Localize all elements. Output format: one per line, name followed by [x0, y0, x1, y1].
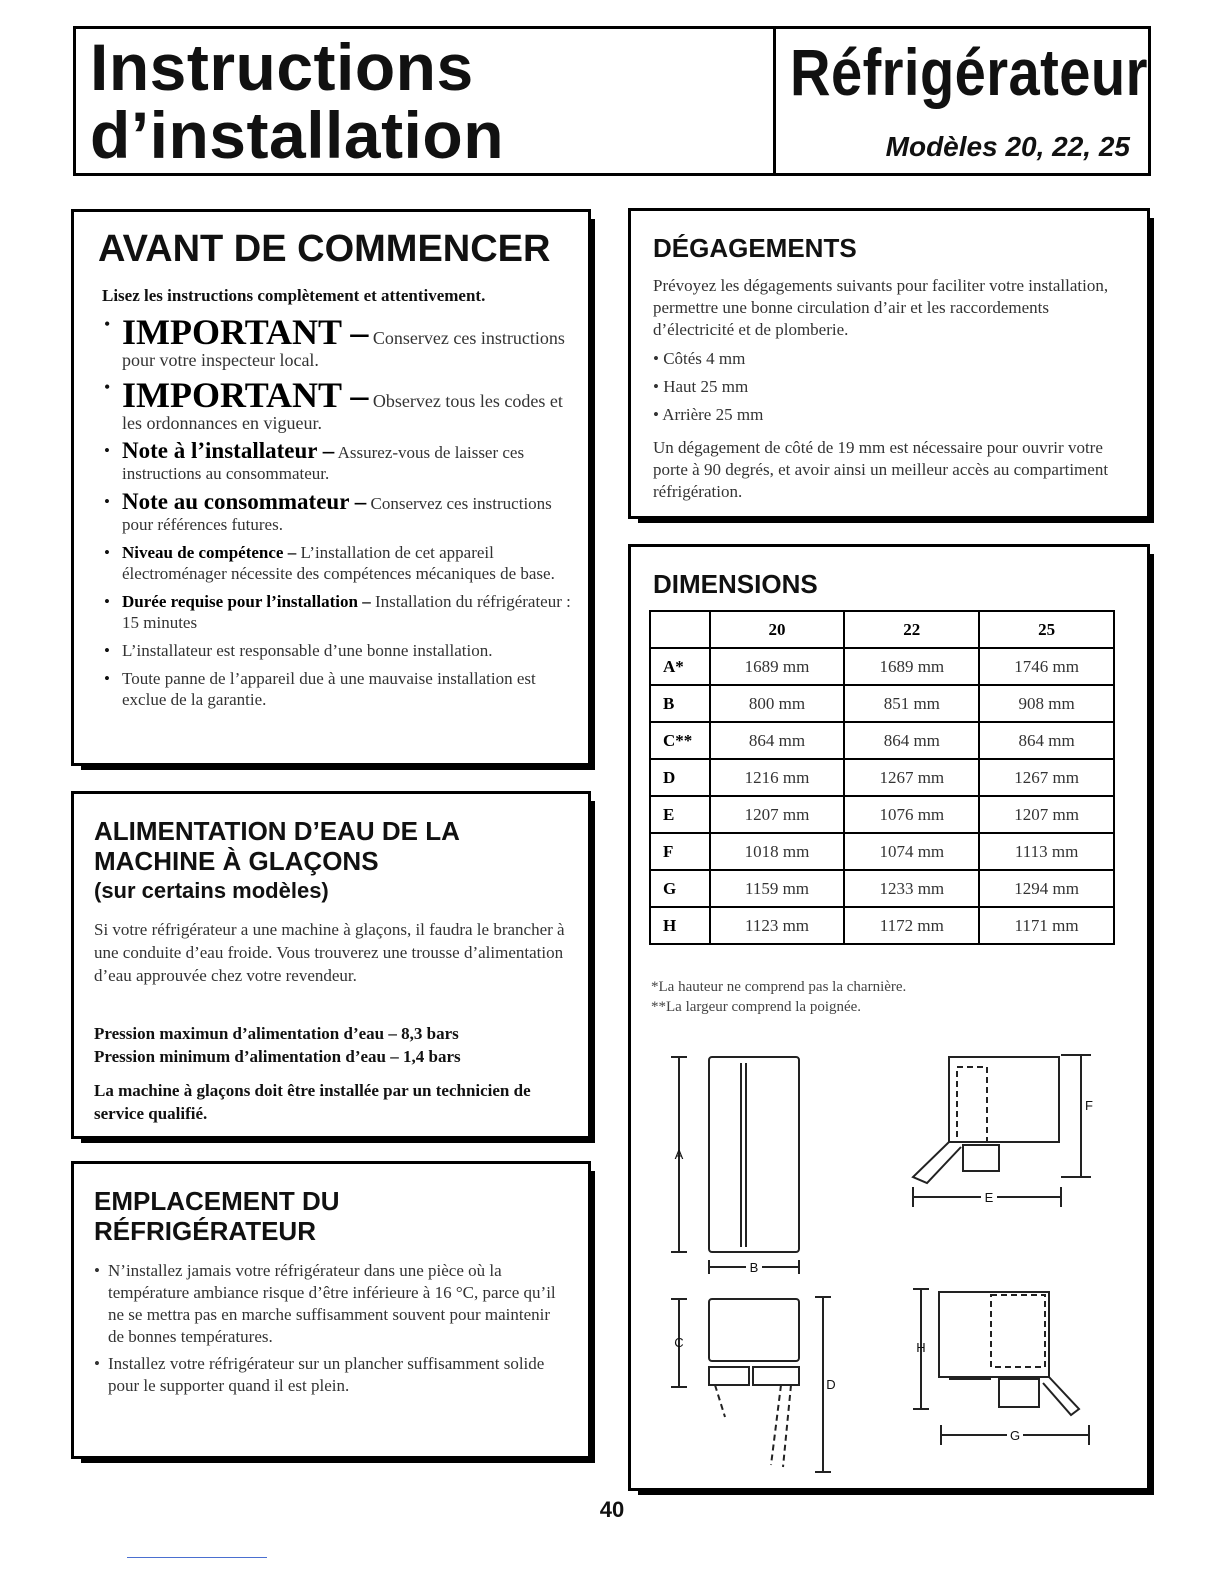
list-item: • IMPORTANT – Conservez ces instructions pour votre inspecteur local.	[102, 314, 572, 371]
label-g: G	[1009, 1428, 1021, 1443]
product-title: Réfrigérateur	[790, 35, 1148, 109]
page-number: 40	[599, 1497, 625, 1522]
front-view-fridge	[709, 1057, 799, 1252]
degagements-box	[628, 208, 1150, 519]
label-h: H	[916, 1340, 926, 1355]
avant-title: AVANT DE COMMENCER	[98, 228, 551, 270]
list-item: • L’installateur est responsable d’une bonne installation.	[102, 640, 572, 661]
dimensions-title: DIMENSIONS	[653, 569, 818, 599]
list-item: • Toute panne de l’appareil due à une mauvaise installation est exclue de la garantie.	[102, 668, 572, 710]
footer-line	[127, 1557, 267, 1558]
table-row: F 1018 mm 1074 mm 1113 mm	[650, 833, 1114, 870]
column-header: 25	[979, 611, 1114, 648]
list-item: • Note au consommateur – Conservez ces instructions pour références futures.	[102, 491, 572, 535]
degagements-note: Un dégagement de côté de 19 mm est nécessaire pour ouvrir votre porte à 90 degrés, et avoir ainsi un meilleur accès au compartiment réfrigération.	[653, 438, 1109, 501]
label-c: C	[674, 1335, 684, 1350]
list-item: • IMPORTANT – Observez tous les codes et les ordonnances en vigueur.	[102, 377, 572, 434]
degagements-list	[653, 345, 763, 429]
header-divider	[773, 29, 776, 173]
technician-warning: La machine à glaçons doit être installée par un technicien de service qualifié.	[94, 1081, 531, 1123]
label-d: D	[826, 1377, 836, 1392]
alimentation-subtitle: (sur certains modèles)	[94, 878, 329, 903]
table-row: H 1123 mm 1172 mm 1171 mm	[650, 907, 1114, 944]
label-b: B	[749, 1260, 759, 1275]
degagements-title: DÉGAGEMENTS	[653, 233, 857, 263]
avant-list	[102, 314, 572, 717]
list-item: • Haut 25 mm	[653, 373, 763, 401]
alimentation-title: ALIMENTATION D’EAU DE LA MACHINE À GLAÇONS	[94, 816, 460, 876]
list-item: • Durée requise pour l’installation – Installation du réfrigérateur : 15 minutes	[102, 591, 572, 633]
pressure-max: Pression maximun d’alimentation d’eau – 8,3 bars	[94, 1024, 459, 1043]
pressure-min: Pression minimum d’alimentation d’eau – 1,4 bars	[94, 1047, 461, 1066]
footnote-width: **La largeur comprend la poignée.	[651, 999, 862, 1015]
label-e: E	[984, 1190, 994, 1205]
table-row: B 800 mm 851 mm 908 mm	[650, 685, 1114, 722]
footnote-height: *La hauteur ne comprend pas la charnière.	[651, 979, 907, 995]
title-line-2: d’installation	[90, 98, 505, 172]
title-block	[90, 30, 505, 172]
page-header	[73, 26, 1151, 176]
alimentation-box	[71, 791, 591, 1139]
table-row: D 1216 mm 1267 mm 1267 mm	[650, 759, 1114, 796]
list-item: • Niveau de compétence – L’installation de cet appareil électroménager nécessite des compétences mécaniques de base.	[102, 542, 572, 584]
dimensions-box	[628, 544, 1150, 1491]
pressure-info	[94, 1022, 461, 1068]
table-row: G 1159 mm 1233 mm 1294 mm	[650, 870, 1114, 907]
emplacement-list	[92, 1260, 562, 1402]
list-item: • Arrière 25 mm	[653, 401, 763, 429]
title-line-1: Instructions	[90, 30, 474, 104]
list-item: • Installez votre réfrigérateur sur un plancher suffisamment solide pour le supporter quand il est plein.	[92, 1353, 562, 1397]
list-item: • Note à l’installateur – Assurez-vous de laisser ces instructions au consommateur.	[102, 440, 572, 484]
label-f: F	[1085, 1098, 1093, 1113]
list-item: • N’installez jamais votre réfrigérateur dans une pièce où la température ambiance risque d’être inférieure à 16 °C, parce qu’il ne se mettra pas en marche suffisamment souvent pour maintenir de bonnes températures.	[92, 1260, 562, 1348]
alimentation-paragraph: Si votre réfrigérateur a une machine à glaçons, il faudra le brancher à une conduite d’eau froide. Vous trouverez une trousse d’alimentation d’eau approuvée chez votre revendeur.	[94, 920, 565, 985]
emplacement-box	[71, 1161, 591, 1459]
table-row: C** 864 mm 864 mm 864 mm	[650, 722, 1114, 759]
label-a: A	[674, 1147, 684, 1162]
list-item: • Côtés 4 mm	[653, 345, 763, 373]
table-row: A* 1689 mm 1689 mm 1746 mm	[650, 648, 1114, 685]
table-row: E 1207 mm 1076 mm 1207 mm	[650, 796, 1114, 833]
top-view-fridge	[709, 1299, 799, 1361]
models-subtitle: Modèles 20, 22, 25	[885, 131, 1130, 162]
degagements-intro: Prévoyez les dégagements suivants pour faciliter votre installation, permettre une bonne circulation d’air et les raccordements d’électricité et de plomberie.	[653, 276, 1109, 339]
avant-de-commencer-box	[71, 209, 591, 766]
column-header: 20	[710, 611, 845, 648]
avant-lead: Lisez les instructions complètement et attentivement.	[102, 286, 486, 305]
dimension-diagrams	[631, 547, 1147, 1488]
emplacement-title: EMPLACEMENT DU RÉFRIGÉRATEUR	[94, 1186, 340, 1246]
column-header: 22	[844, 611, 979, 648]
